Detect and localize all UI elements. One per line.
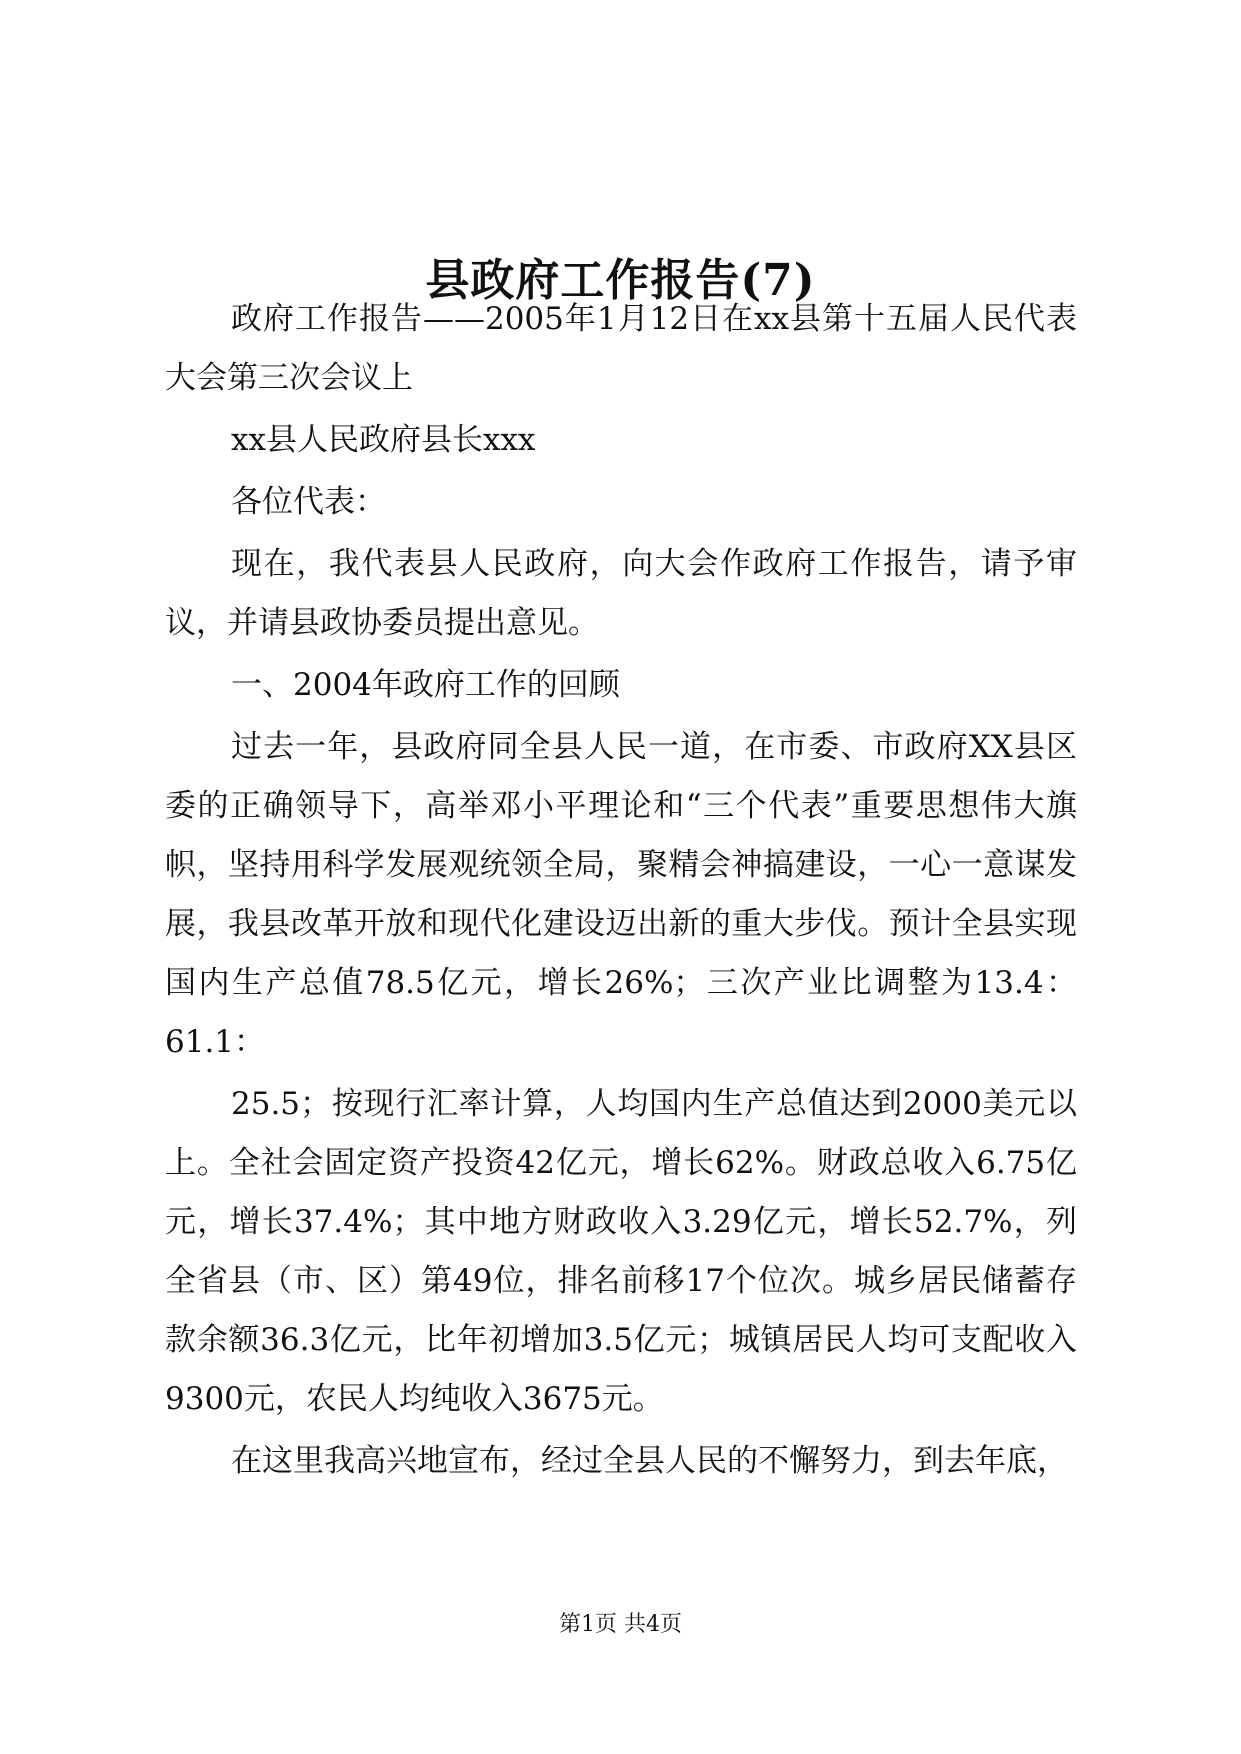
- paragraph-review-1: 过去一年，县政府同全县人民一道，在市委、市政府XX县区委的正确领导下，高举邓小平理论和“三个代表”重要思想伟大旗帜，坚持用科学发展观统领全局，聚精会神搞建设，一心一意谋发展，我县改革开放和现代化建设迈出新的重大步伐。预计全县实现国内生产总值78.5亿元，增长26%；三次产业比调整为13.4：61.1：: [165, 729, 1077, 1060]
- document-title: 县政府工作报告(7): [425, 255, 816, 307]
- paragraph-announcement: 在这里我高兴地宣布，经过全县人民的不懈努力，到去年底，: [231, 1443, 1068, 1479]
- paragraph-salutation: 各位代表：: [231, 484, 386, 520]
- page-footer: 第1页 共4页: [559, 1612, 682, 1637]
- section-heading-review: 一、2004年政府工作的回顾: [231, 667, 620, 703]
- document-body: [165, 290, 1077, 1494]
- paragraph-author: xx县人民政府县长xxx: [231, 422, 536, 458]
- paragraph-review-2: 25.5；按现行汇率计算，人均国内生产总值达到2000美元以上。全社会固定资产投资42亿元，增长62%。财政总收入6.75亿元，增长37.4%；其中地方财政收入3.29亿元，增长52.7%，列全省县（市、区）第49位，排名前移17个位次。城乡居民储蓄存款余额36.3亿元，比年初增加3.5亿元；城镇居民人均可支配收入9300元，农民人均纯收入3675元。: [165, 1086, 1077, 1417]
- paragraph-report-subtitle: 政府工作报告——2005年1月12日在xx县第十五届人民代表大会第三次会议上: [165, 301, 1077, 396]
- paragraph-intro: 现在，我代表县人民政府，向大会作政府工作报告，请予审议，并请县政协委员提出意见。: [165, 546, 1077, 641]
